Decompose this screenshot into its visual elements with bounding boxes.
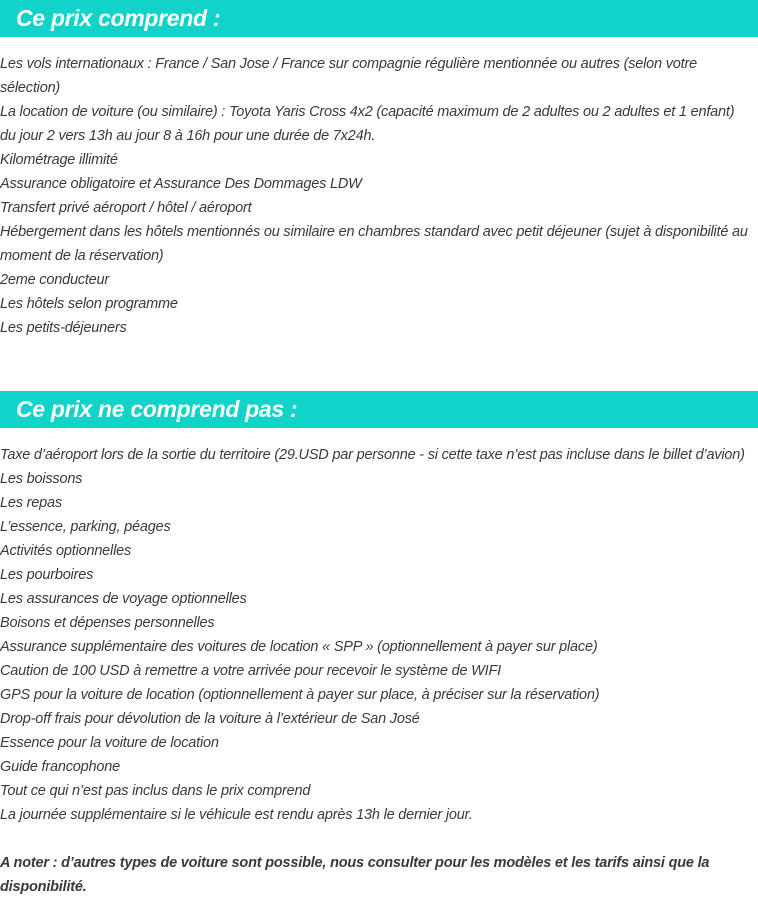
excluded-item: Caution de 100 USD à remettre a votre arrivée pour recevoir le système de WIFI xyxy=(0,663,501,679)
excluded-item: L’essence, parking, péages xyxy=(0,519,171,535)
included-item: 2eme conducteur xyxy=(0,272,110,288)
included-section-title: Ce prix comprend : xyxy=(16,5,221,31)
included-item: La location de voiture (ou similaire) : Toyota Yaris Cross 4x2 (capacité maximum de 2 adultes ou 2 adultes et 1 enfant) du jour 2 vers 13h au jour 8 à 16h pour une durée de 7x24h. xyxy=(0,104,735,144)
excluded-item: Les repas xyxy=(0,495,62,511)
excluded-item: Boisons et dépenses personnelles xyxy=(0,615,215,631)
included-item: Les hôtels selon programme xyxy=(0,296,178,312)
included-item: Les vols internationaux : France / San Jose / France sur compagnie régulière mentionnée ou autres (selon votre sélection) xyxy=(0,56,697,96)
included-item: Assurance obligatoire et Assurance Des Dommages LDW xyxy=(0,176,362,192)
excluded-item: Les boissons xyxy=(0,471,83,487)
included-item: Les petits-déjeuners xyxy=(0,320,127,336)
included-item: Hébergement dans les hôtels mentionnés ou similaire en chambres standard avec petit déjeuner (sujet à disponibilité au moment de la réservation) xyxy=(0,224,748,264)
excluded-item: Activités optionnelles xyxy=(0,543,132,559)
included-item: Kilométrage illimité xyxy=(0,152,118,168)
excluded-section-header xyxy=(0,391,758,428)
excluded-section-title: Ce prix ne comprend pas : xyxy=(16,396,298,422)
excluded-item: Drop-off frais pour dévolution de la voiture à l’extérieur de San José xyxy=(0,711,420,727)
included-section-header xyxy=(0,0,758,37)
excluded-item: Les assurances de voyage optionnelles xyxy=(0,591,247,607)
excluded-list xyxy=(0,443,756,827)
included-item: Transfert privé aéroport / hôtel / aéroport xyxy=(0,200,252,216)
excluded-item: La journée supplémentaire si le véhicule est rendu après 13h le dernier jour. xyxy=(0,807,473,823)
excluded-item: Les pourboires xyxy=(0,567,94,583)
included-list xyxy=(0,52,752,340)
excluded-item: Taxe d’aéroport lors de la sortie du territoire (29.USD par personne - si cette taxe n’est pas incluse dans le billet d’avion) xyxy=(0,447,745,463)
excluded-item: Guide francophone xyxy=(0,759,120,775)
note-text: A noter : d’autres types de voiture sont possible, nous consulter pour les modèles et les tarifs ainsi que la disponibilité. xyxy=(0,855,710,895)
excluded-item: Tout ce qui n’est pas inclus dans le prix comprend xyxy=(0,783,311,799)
excluded-item: Essence pour la voiture de location xyxy=(0,735,219,751)
excluded-item: GPS pour la voiture de location (optionnellement à payer sur place, à préciser sur la réservation) xyxy=(0,687,600,703)
excluded-item: Assurance supplémentaire des voitures de location « SPP » (optionnellement à payer sur place) xyxy=(0,639,598,655)
